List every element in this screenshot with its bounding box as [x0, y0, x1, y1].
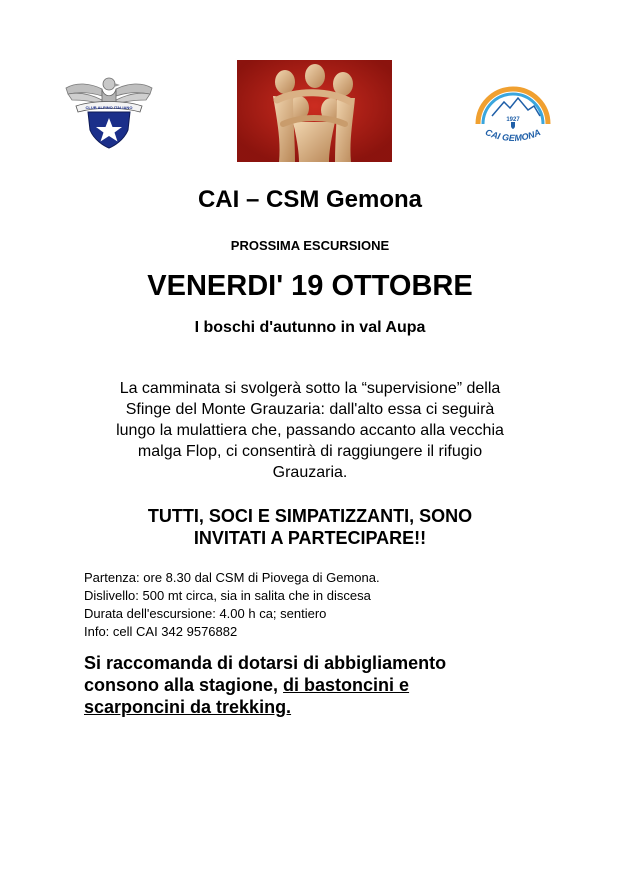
invite-line: TUTTI, SOCI E SIMPATIZZANTI, SONO — [147, 506, 473, 526]
page-subtitle: PROSSIMA ESCURSIONE — [230, 238, 390, 253]
hero-photo — [237, 60, 392, 162]
svg-text:CAI GEMONA — [484, 127, 542, 143]
invitation-text — [0, 505, 620, 549]
page-title: CAI – CSM Gemona — [197, 186, 423, 213]
recommendation-text — [84, 652, 554, 718]
cai-eagle-star-emblem-icon — [64, 74, 154, 150]
event-name: I boschi d'autunno in val Aupa — [194, 319, 426, 336]
description-line: lungo la mulattiera che, passando accanto alla vecchia — [116, 422, 504, 439]
right-logo-year: 1927 — [506, 117, 520, 123]
description-line: Grauzaria. — [272, 464, 348, 481]
event-details — [84, 569, 564, 641]
detail-duration: Durata dell'escursione: 4.00 h ca; sentiero — [84, 606, 327, 621]
invite-line: INVITATI A PARTECIPARE!! — [193, 528, 427, 548]
svg-text:CLUB ALPINO ITALIANO: CLUB ALPINO ITALIANO — [85, 105, 133, 110]
event-date: VENERDI' 19 OTTOBRE — [147, 270, 473, 302]
wooden-mannequins-embrace-icon — [237, 60, 392, 162]
detail-elevation: Dislivello: 500 mt circa, sia in salita che in discesa — [84, 588, 371, 603]
cai-gemona-mountain-logo-icon — [470, 80, 556, 152]
description-line: La camminata si svolgerà sotto la “supervisione” della — [119, 380, 501, 397]
recommendation-plain: consono alla stagione, — [84, 675, 284, 695]
description-line: malga Flop, ci consentirà di raggiungere il rifugio — [137, 443, 483, 460]
cai-gemona-logo — [470, 80, 556, 152]
right-logo-text: CAI GEMONA — [483, 127, 543, 144]
recommendation-line — [84, 674, 554, 696]
cai-emblem-logo — [64, 74, 154, 150]
event-description — [82, 378, 538, 483]
recommendation-underlined: di bastoncini e — [283, 675, 410, 695]
detail-departure: Partenza: ore 8.30 dal CSM di Piovega di Gemona. — [84, 570, 380, 585]
description-line: Sfinge del Monte Grauzaria: dall'alto essa ci seguirà — [125, 401, 495, 418]
recommendation-line: Si raccomanda di dotarsi di abbigliamento — [84, 653, 447, 673]
recommendation-line — [84, 696, 554, 718]
recommendation-underlined: scarponcini da trekking. — [84, 697, 292, 717]
detail-info: Info: cell CAI 342 9576882 — [84, 624, 238, 639]
